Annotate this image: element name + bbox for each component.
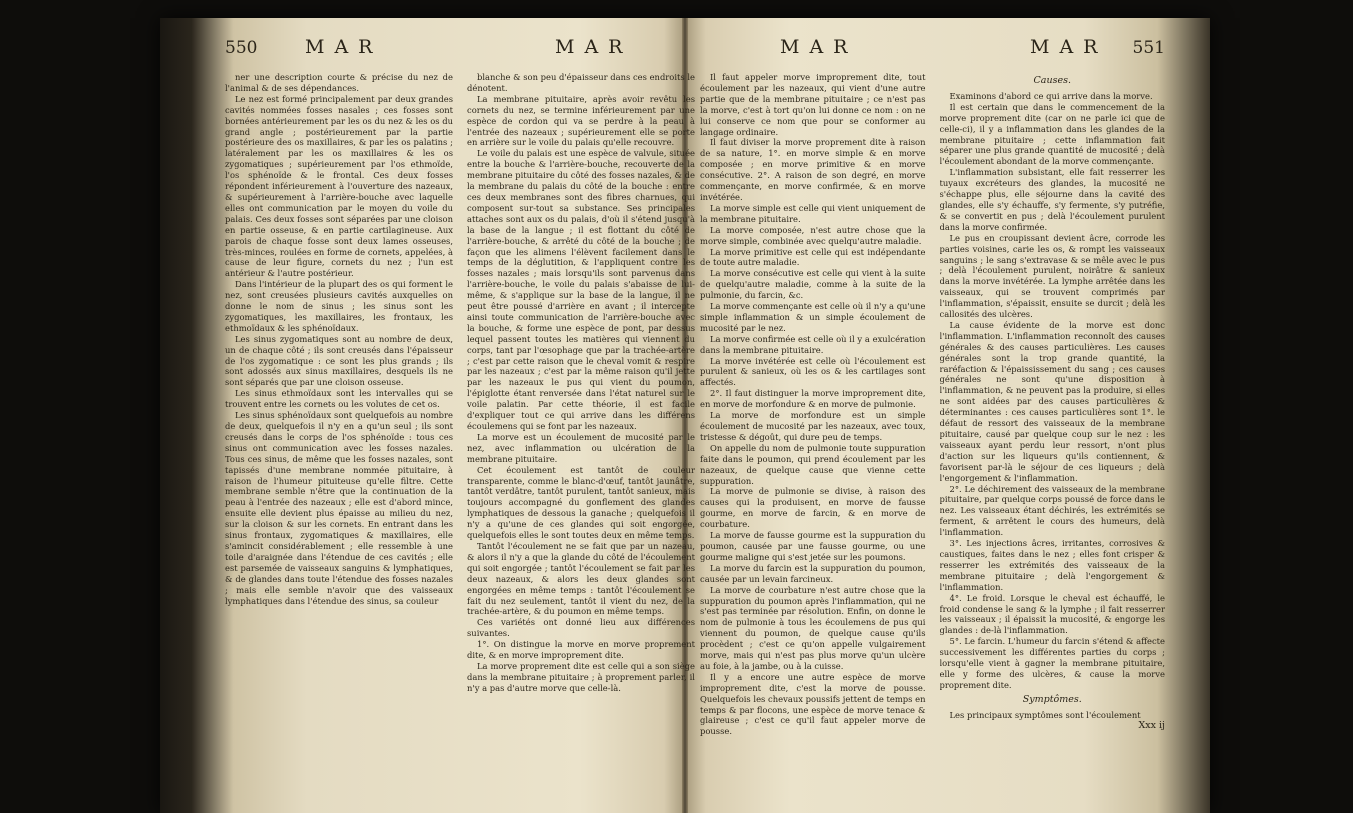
section-heading-causes: Causes.	[1033, 75, 1071, 86]
paragraph: La morve de morfondure est un simple écoulement de mucosité par les nazeaux, avec toux, tristesse & dégoût, qui dure peu de temps.	[700, 410, 926, 442]
paragraph: Le pus en croupissant devient âcre, corrode les parties voisines, carie les os, & rompt les vaisseaux sanguins ; le sang s'extravase & se mêle avec le pus ; delà l'écoulement purulent, noirâtre & sanieux dans la morve invétérée. La lymphe arrêtée dans les vaisseaux, qui se trouvent comprimés par l'inflammation, s'épaissit, ensuite se durcit ; delà les callosités des ulcères.	[939, 232, 1165, 320]
paragraph: L'inflammation subsistant, elle fait resserrer les tuyaux excréteurs des glandes, la mucosité ne s'échappe plus, elle séjourne dans la cavité des glandes, elle s'y échauffe, s'y fermente, s'y putréfie, & se convertit en pus ; delà l'écoulement purulent dans la morve confirmée.	[939, 167, 1165, 232]
left-running-head	[225, 36, 695, 72]
paragraph: Les sinus sphénoïdaux sont quelquefois au nombre de deux, quelquefois il n'y en a qu'un seul ; ils sont creusés dans le corps de l'os sphénoïde : tous ces sinus ont communication avec les fosses nazales. Tous ces sinus, de même que les fosses nazales, sont tapissés d'une membrane nommée pituitaire, à raison de l'humeur pituiteuse qu'elle filtre. Cette membrane semble n'être que la continuation de la peau à l'entrée des nazeaux ; elle est d'abord mince, ensuite elle devient plus épaisse au milieu du nez, sur la cloison & sur les cornets. En entrant dans les sinus frontaux, zygomatiques & maxillaires, elle s'amincit considérablement ; elle ressemble à une toile d'araignée dans l'étendue de ces cavités ; elle est parsemée de vaisseaux sanguins & lymphatiques, & de glandes dans toute l'étendue des fosses nazales ; mais elle semble n'avoir que des vaisseaux lymphatiques dans l'étendue des sinus, sa couleur	[225, 410, 453, 606]
paragraph: Ces variétés ont donné lieu aux différences suivantes.	[467, 617, 695, 639]
section-heading-symptomes: Symptômes.	[1022, 693, 1082, 705]
paragraph: Le nez est formé principalement par deux grandes cavités nommées fosses nasales ; ces fosses sont bornées antérieurement par les os du nez & les os du grand angle ; postérieurement par la partie postérieure des os maxillaires, & par les os palatins ; latéralement par les os maxillaires & les os zygomatiques ; supérieurement par l'os ethmoïde, l'os sphénoïde & le frontal. Ces deux fosses répondent inférieurement à l'ouverture des nazeaux, & supérieurement à l'arrière-bouche avec laquelle elles ont communication par le moyen du voile du palais. Ces deux fosses sont séparées par une cloison en partie osseuse, & en partie cartilagineuse. Aux parois de chaque fosse sont deux lames osseuses, très-minces, roulées en forme de cornets, appelées, à cause de leur figure, cornets du nez ; l'un est antérieur & l'autre postérieur.	[225, 93, 453, 279]
paragraph: La morve commençante est celle où il n'y a qu'une simple inflammation & un simple écoulement de mucosité par le nez.	[700, 301, 926, 333]
paragraph: Il faut appeler morve improprement dite, tout écoulement par les nazeaux, qui vient d'une autre partie que de la membrane pituitaire ; ce n'est pas la morve, c'est à tort qu'on lui donne ce nom : on ne lui conserve ce nom que pour se conformer au langage ordinaire.	[700, 72, 926, 137]
paragraph: Les principaux symptômes sont l'écoulement	[949, 709, 1141, 720]
paragraph: Il y a encore une autre espèce de morve improprement dite, c'est la morve de pousse. Quelquefois les chevaux poussifs jettent de temps en temps & par flocons, une espèce de morve tenace & glaireuse ; c'est ce qu'il faut appeler morve de pousse.	[700, 671, 926, 737]
right-columns	[700, 72, 1165, 772]
paragraph: La morve est un écoulement de mucosité par le nez, avec inflammation ou ulcération de la membrane pituitaire.	[467, 431, 695, 464]
paragraph: La membrane pituitaire, après avoir revêtu les cornets du nez, se termine inférieurement par une espèce de cordon qui va se perdre à la peau à l'entrée des nazeaux ; supérieurement elle se porte en arrière sur le voile du palais qu'elle recouvre.	[467, 93, 695, 148]
right-column-2	[940, 72, 1166, 772]
paragraph: La morve simple est celle qui vient uniquement de la membrane pituitaire.	[700, 202, 926, 224]
left-header-word-1: MAR	[305, 36, 383, 58]
paragraph: 2°. Il faut distinguer la morve improprement dite, en morve de morfondure & en morve de pulmonie.	[700, 388, 926, 410]
left-column-2	[467, 72, 695, 772]
left-columns	[225, 72, 695, 772]
paragraph: La morve de courbature n'est autre chose que la suppuration du poumon après l'inflammation, qui ne s'est pas terminée par résolution. Enfin, on donne le nom de pulmonie à tous les écoulemens de pus qui viennent du poumon, de quelque cause qu'ils procèdent ; c'est ce qu'on appelle vulgairement morve, mais qui n'est pas plus morve qu'un ulcère au foie, à la jambe, ou à la cuisse.	[700, 584, 926, 671]
signature-mark: Xxx ij	[1138, 719, 1165, 731]
paragraph: La morve composée, n'est autre chose que la morve simple, combinée avec quelqu'autre maladie.	[700, 224, 926, 246]
paragraph: On appelle du nom de pulmonie toute suppuration faite dans le poumon, qui prend écoulement par les nazeaux, de quelque cause que vienne cette suppuration.	[700, 442, 926, 486]
paragraph: ner une description courte & précise du nez de l'animal & de ses dépendances.	[225, 72, 453, 93]
paragraph: Les sinus zygomatiques sont au nombre de deux, un de chaque côté ; ils sont creusés dans l'épaisseur de l'os zygomatique : ce sont les plus grands ; ils sont adossés aux sinus maxillaires, desquels ils ne sont séparés que par une cloison osseuse.	[225, 333, 453, 388]
paragraph: 1°. On distingue la morve en morve proprement dite, & en morve improprement dite.	[467, 639, 695, 661]
right-header-word-1: MAR	[780, 36, 858, 58]
paragraph: 2°. Le déchirement des vaisseaux de la membrane pituitaire, par quelque corps poussé de force dans le nez. Les vaisseaux étant déchirés, les extrémités se ferment, & arrêtent le cours des humeurs, delà l'inflammation.	[939, 483, 1165, 538]
left-header-word-2: MAR	[555, 36, 633, 58]
paragraph: Examinons d'abord ce qui arrive dans la morve.	[949, 90, 1153, 101]
paragraph: Il est certain que dans le commencement de la morve proprement dite (car on ne parle ici que de celle-ci), il y a inflammation dans les glandes de la membrane pituitaire ; cette inflammation fait séparer une plus grande quantité de mucosité ; delà l'écoulement abondant de la morve commençante.	[939, 101, 1165, 167]
right-column-1	[700, 72, 926, 772]
paragraph: La cause évidente de la morve est donc l'inflammation. L'inflammation reconnoît des causes générales & des causes particulières. Les causes générales sont la trop grande quantité, la raréfaction & l'épaississement du sang ; ces causes générales ne sont qu'une disposition à l'inflammation, & ne peuvent pas la produire, si elles ne sont aidées par des causes particulières & déterminantes : ces causes particulières sont 1°. le défaut de ressort des vaisseaux de la membrane pituitaire, causé par quelque coup sur le nez : les vaisseaux ayant perdu leur ressort, n'ont plus d'action sur les liqueurs qu'ils contiennent, & favorisent par-là le séjour de ces liqueurs ; delà l'engorgement & l'inflammation.	[939, 319, 1165, 483]
paragraph: La morve de fausse gourme est la suppuration du poumon, causée par une fausse gourme, ou une gourme maligne qui s'est jetée sur les poumons.	[700, 530, 926, 562]
paragraph: La morve du farcin est la suppuration du poumon, causée par un levain farcineux.	[700, 562, 926, 584]
paragraph: 4°. Le froid. Lorsque le cheval est échauffé, le froid condense le sang & la lymphe ; il fait resserrer les vaisseaux ; il épaissit la mucosité, & engorge les glandes : de-là l'inflammation.	[939, 592, 1165, 636]
paragraph: Les sinus ethmoïdaux sont les intervalles qui se trouvent entre les cornets ou les volutes de cet os.	[225, 388, 453, 410]
paragraph: Cet écoulement est tantôt de couleur transparente, comme le blanc-d'œuf, tantôt jaunâtre, tantôt verdâtre, tantôt purulent, tantôt sanieux, mais toujours accompagné du gonflement des glandes lymphatiques de dessous la ganache ; quelquefois il n'y a qu'une de ces glandes qui soit engorgée, quelquefois elles le sont toutes deux en même temps.	[467, 464, 695, 541]
right-header-word-2: MAR	[1030, 36, 1108, 58]
paragraph: 3°. Les injections âcres, irritantes, corrosives & caustiques, faites dans le nez ; elles font crisper & resserrer les extrémités des vaisseaux de la membrane pituitaire ; delà l'engorgement & l'inflammation.	[939, 538, 1165, 592]
paragraph: Il faut diviser la morve proprement dite à raison de sa nature, 1°. en morve simple & en morve composée ; en morve primitive & en morve consécutive. 2°. A raison de son degré, en morve commençante, en morve confirmée, & en morve invétérée.	[700, 137, 926, 202]
left-page-number: 550	[225, 38, 258, 58]
right-page-number: 551	[1132, 38, 1165, 58]
paragraph: La morve primitive est celle qui est indépendante de toute autre maladie.	[700, 246, 926, 268]
paragraph: Tantôt l'écoulement ne se fait que par un nazeau, & alors il n'y a que la glande du côté de l'écoulement qui soit engorgée ; tantôt l'écoulement se fait par les deux nazeaux, & alors les deux glandes sont engorgées en même temps : tantôt l'écoulement se fait du nez seulement, tantôt il vient du nez, de la trachée-artère, & du poumon en même temps.	[467, 540, 695, 617]
right-running-head	[700, 36, 1165, 72]
paragraph: 5°. Le farcin. L'humeur du farcin s'étend & affecte successivement les différentes parties du corps ; lorsqu'elle vient à gagner la membrane pituitaire, elle y forme des ulcères, & cause la morve proprement dite.	[939, 636, 1165, 690]
right-page	[700, 36, 1165, 772]
left-page	[225, 36, 695, 772]
paragraph: Dans l'intérieur de la plupart des os qui forment le nez, sont creusées plusieurs cavités auxquelles on donne le nom de sinus ; les sinus sont les zygomatiques, les maxillaires, les frontaux, les ethmoïdaux & les sphénoïdaux.	[225, 279, 453, 333]
paragraph: Le voile du palais est une espèce de valvule, située entre la bouche & l'arrière-bouche, recouverte de la membrane pituitaire du côté des fosses nazales, & de la membrane du palais du côté de la bouche : entre ces deux membranes sont des fibres charnues, qui composent sur-tout sa substance. Ses principales attaches sont aux os du palais, d'où il s'étend jusqu'à la base de la langue ; il est flottant du côté de l'arrière-bouche, & arrêté du côté de la bouche ; de façon que les alimens l'élèvent facilement dans le temps de la déglutition, & l'appliquent contre les fosses nazales ; mais lorsqu'ils sont parvenus dans l'arrière-bouche, le voile du palais s'abaisse de lui-même, & s'applique sur la base de la langue, il ne peut être poussé d'arrière en avant ; il intercepte ainsi toute communication de l'arrière-bouche avec la bouche, & forme une espèce de pont, par dessus lequel passent toutes les matières qui viennent du corps, tant par l'œsophage que par la trachée-artère ; c'est par cette raison que le cheval vomit & respire par les nazeaux ; c'est par la même raison qu'il jette par les nazeaux le pus qui vient du poumon, l'épiglotte étant renversée dans l'état naturel sur le voile palatin. Par cette théorie, il est facile d'expliquer tout ce qui arrive dans les différens écoulemens qui se font par les nazeaux.	[467, 148, 695, 431]
paragraph: La morve confirmée est celle où il y a exulcération dans la membrane pituitaire.	[700, 333, 926, 355]
left-column-1	[225, 72, 453, 772]
paragraph: La morve invétérée est celle où l'écoulement est purulent & sanieux, où les os & les cartilages sont affectés.	[700, 355, 926, 388]
paragraph: La morve de pulmonie se divise, à raison des causes qui la produisent, en morve de fausse gourme, en morve de farcin, & en morve de courbature.	[700, 486, 926, 530]
paragraph: La morve proprement dite est celle qui a son siège dans la membrane pituitaire ; à proprement parler, il n'y a pas d'autre morve que celle-là.	[467, 660, 695, 693]
paragraph: La morve consécutive est celle qui vient à la suite de quelqu'autre maladie, comme à la suite de la pulmonie, du farcin, &c.	[700, 268, 926, 301]
paragraph: blanche & son peu d'épaisseur dans ces endroits le dénotent.	[467, 72, 695, 93]
